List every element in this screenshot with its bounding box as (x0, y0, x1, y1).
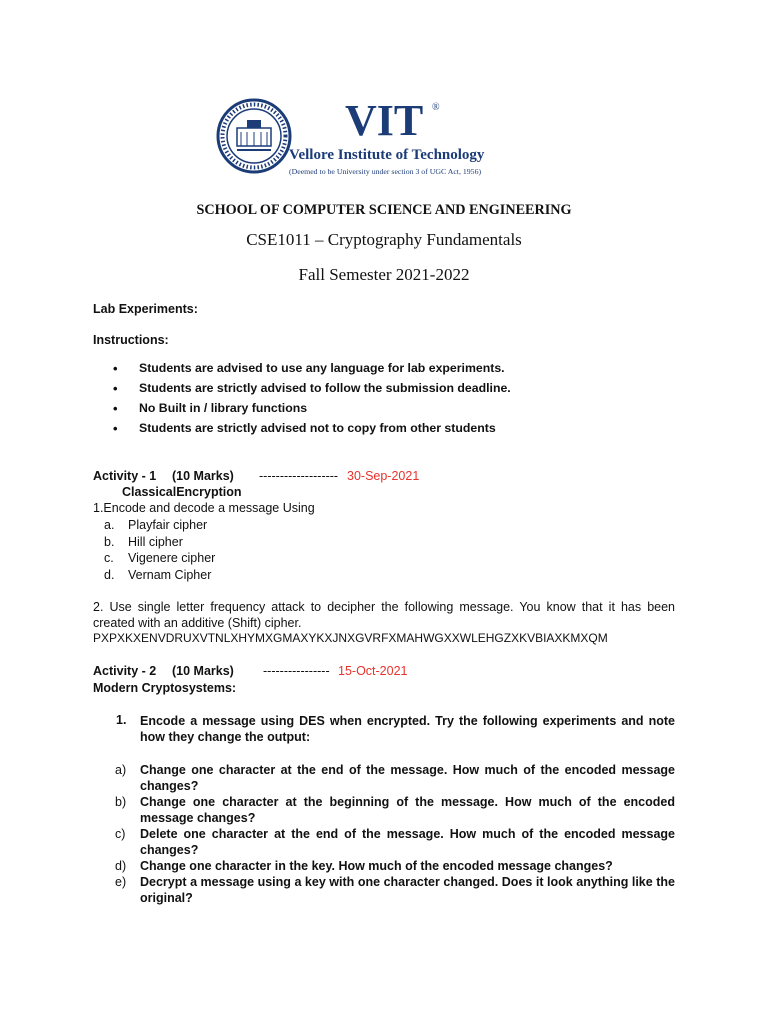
lab-experiments-heading: Lab Experiments: (93, 302, 198, 316)
institute-name: Vellore Institute of Technology (289, 147, 485, 163)
list-item (115, 794, 675, 826)
item-letter: c) (115, 827, 126, 841)
item-text: Change one character at the end of the message. How much of the encoded message changes? (140, 763, 675, 793)
item-letter: b. (104, 534, 115, 549)
activity-2-topic: Modern Cryptosystems: (93, 681, 237, 695)
course-title: CSE1011 – Cryptography Fundamentals (246, 230, 522, 249)
school-heading: SCHOOL OF COMPUTER SCIENCE AND ENGINEERING (196, 202, 572, 218)
item-text: Change one character at the beginning of the message. How much of the encoded message changes? (140, 795, 675, 825)
cipher-name: Playfair cipher (128, 518, 208, 532)
vit-logo (207, 88, 494, 188)
institute-tagline: (Deemed to be University under section 3 of UGC Act, 1956) (289, 167, 482, 176)
item-text: Change one character in the key. How much of the encoded message changes? (140, 859, 613, 873)
ciphertext: PXPXKXENVDRUXVTNLXHYMXGMAXYKXJNXGVRFXMAHWGXXWLEHGZXKVBIAXKMXQM (93, 631, 608, 645)
list-item (104, 517, 215, 534)
activity-2-deadline: 15-Oct-2021 (338, 664, 408, 678)
cipher-name: Vigenere cipher (128, 551, 216, 565)
item-letter: d. (104, 567, 115, 582)
list-item (115, 858, 675, 874)
semester-title: Fall Semester 2021-2022 (298, 265, 470, 284)
instructions-list (113, 360, 511, 440)
activity-1-label: Activity - 1 (93, 469, 157, 483)
activity-1-marks: (10 Marks) (172, 469, 234, 483)
activity-2-marks: (10 Marks) (172, 664, 234, 678)
instruction-item: • No Built in / library functions (113, 400, 511, 420)
item-letter: a. (104, 518, 115, 532)
vit-seal-icon (218, 100, 290, 172)
des-experiment-list (115, 762, 675, 906)
activity-2-dashes: ---------------- (263, 664, 330, 678)
instruction-item: • Students are strictly advised to follow the submission deadline. (113, 380, 511, 400)
list-item (115, 874, 675, 906)
list-item (115, 826, 675, 858)
item-text: Decrypt a message using a key with one character changed. Does it look anything like the original? (140, 875, 675, 905)
item-letter: a) (115, 763, 127, 777)
registered-mark: ® (432, 102, 440, 113)
instruction-item: • Students are advised to use any language for lab experiments. (113, 360, 511, 380)
cipher-list (104, 517, 215, 583)
cipher-name: Vernam Cipher (128, 567, 212, 582)
activity-1-topic: ClassicalEncryption (122, 485, 242, 499)
item-letter: b) (115, 795, 127, 809)
item-text: Delete one character at the end of the message. How much of the encoded message changes? (140, 827, 675, 857)
item-letter: d) (115, 859, 127, 873)
item-letter: e) (115, 875, 127, 889)
activity-1-deadline: 30-Sep-2021 (347, 469, 420, 483)
list-item (104, 534, 215, 551)
cipher-name: Hill cipher (128, 534, 183, 549)
list-item (104, 567, 215, 584)
activity-1-dashes: ------------------- (259, 469, 339, 483)
instructions-heading: Instructions: (93, 333, 169, 347)
vit-wordmark: VIT (345, 96, 424, 145)
activity-2-label: Activity - 2 (93, 664, 157, 678)
activity-2-question-1: Encode a message using DES when encrypted. Try the following experiments and note how they change the output: (140, 714, 675, 744)
instruction-item: • Students are strictly advised not to copy from other students (113, 420, 511, 440)
item-letter: c. (104, 551, 114, 565)
activity-1-question-2: 2. Use single letter frequency attack to decipher the following message. You know that it has been created with an additive (Shift) cipher. (93, 600, 675, 630)
activity-2-question-number: 1. (116, 713, 127, 727)
list-item (115, 762, 675, 794)
list-item (104, 550, 215, 567)
activity-1-question-1: 1.Encode and decode a message Using (93, 501, 315, 515)
